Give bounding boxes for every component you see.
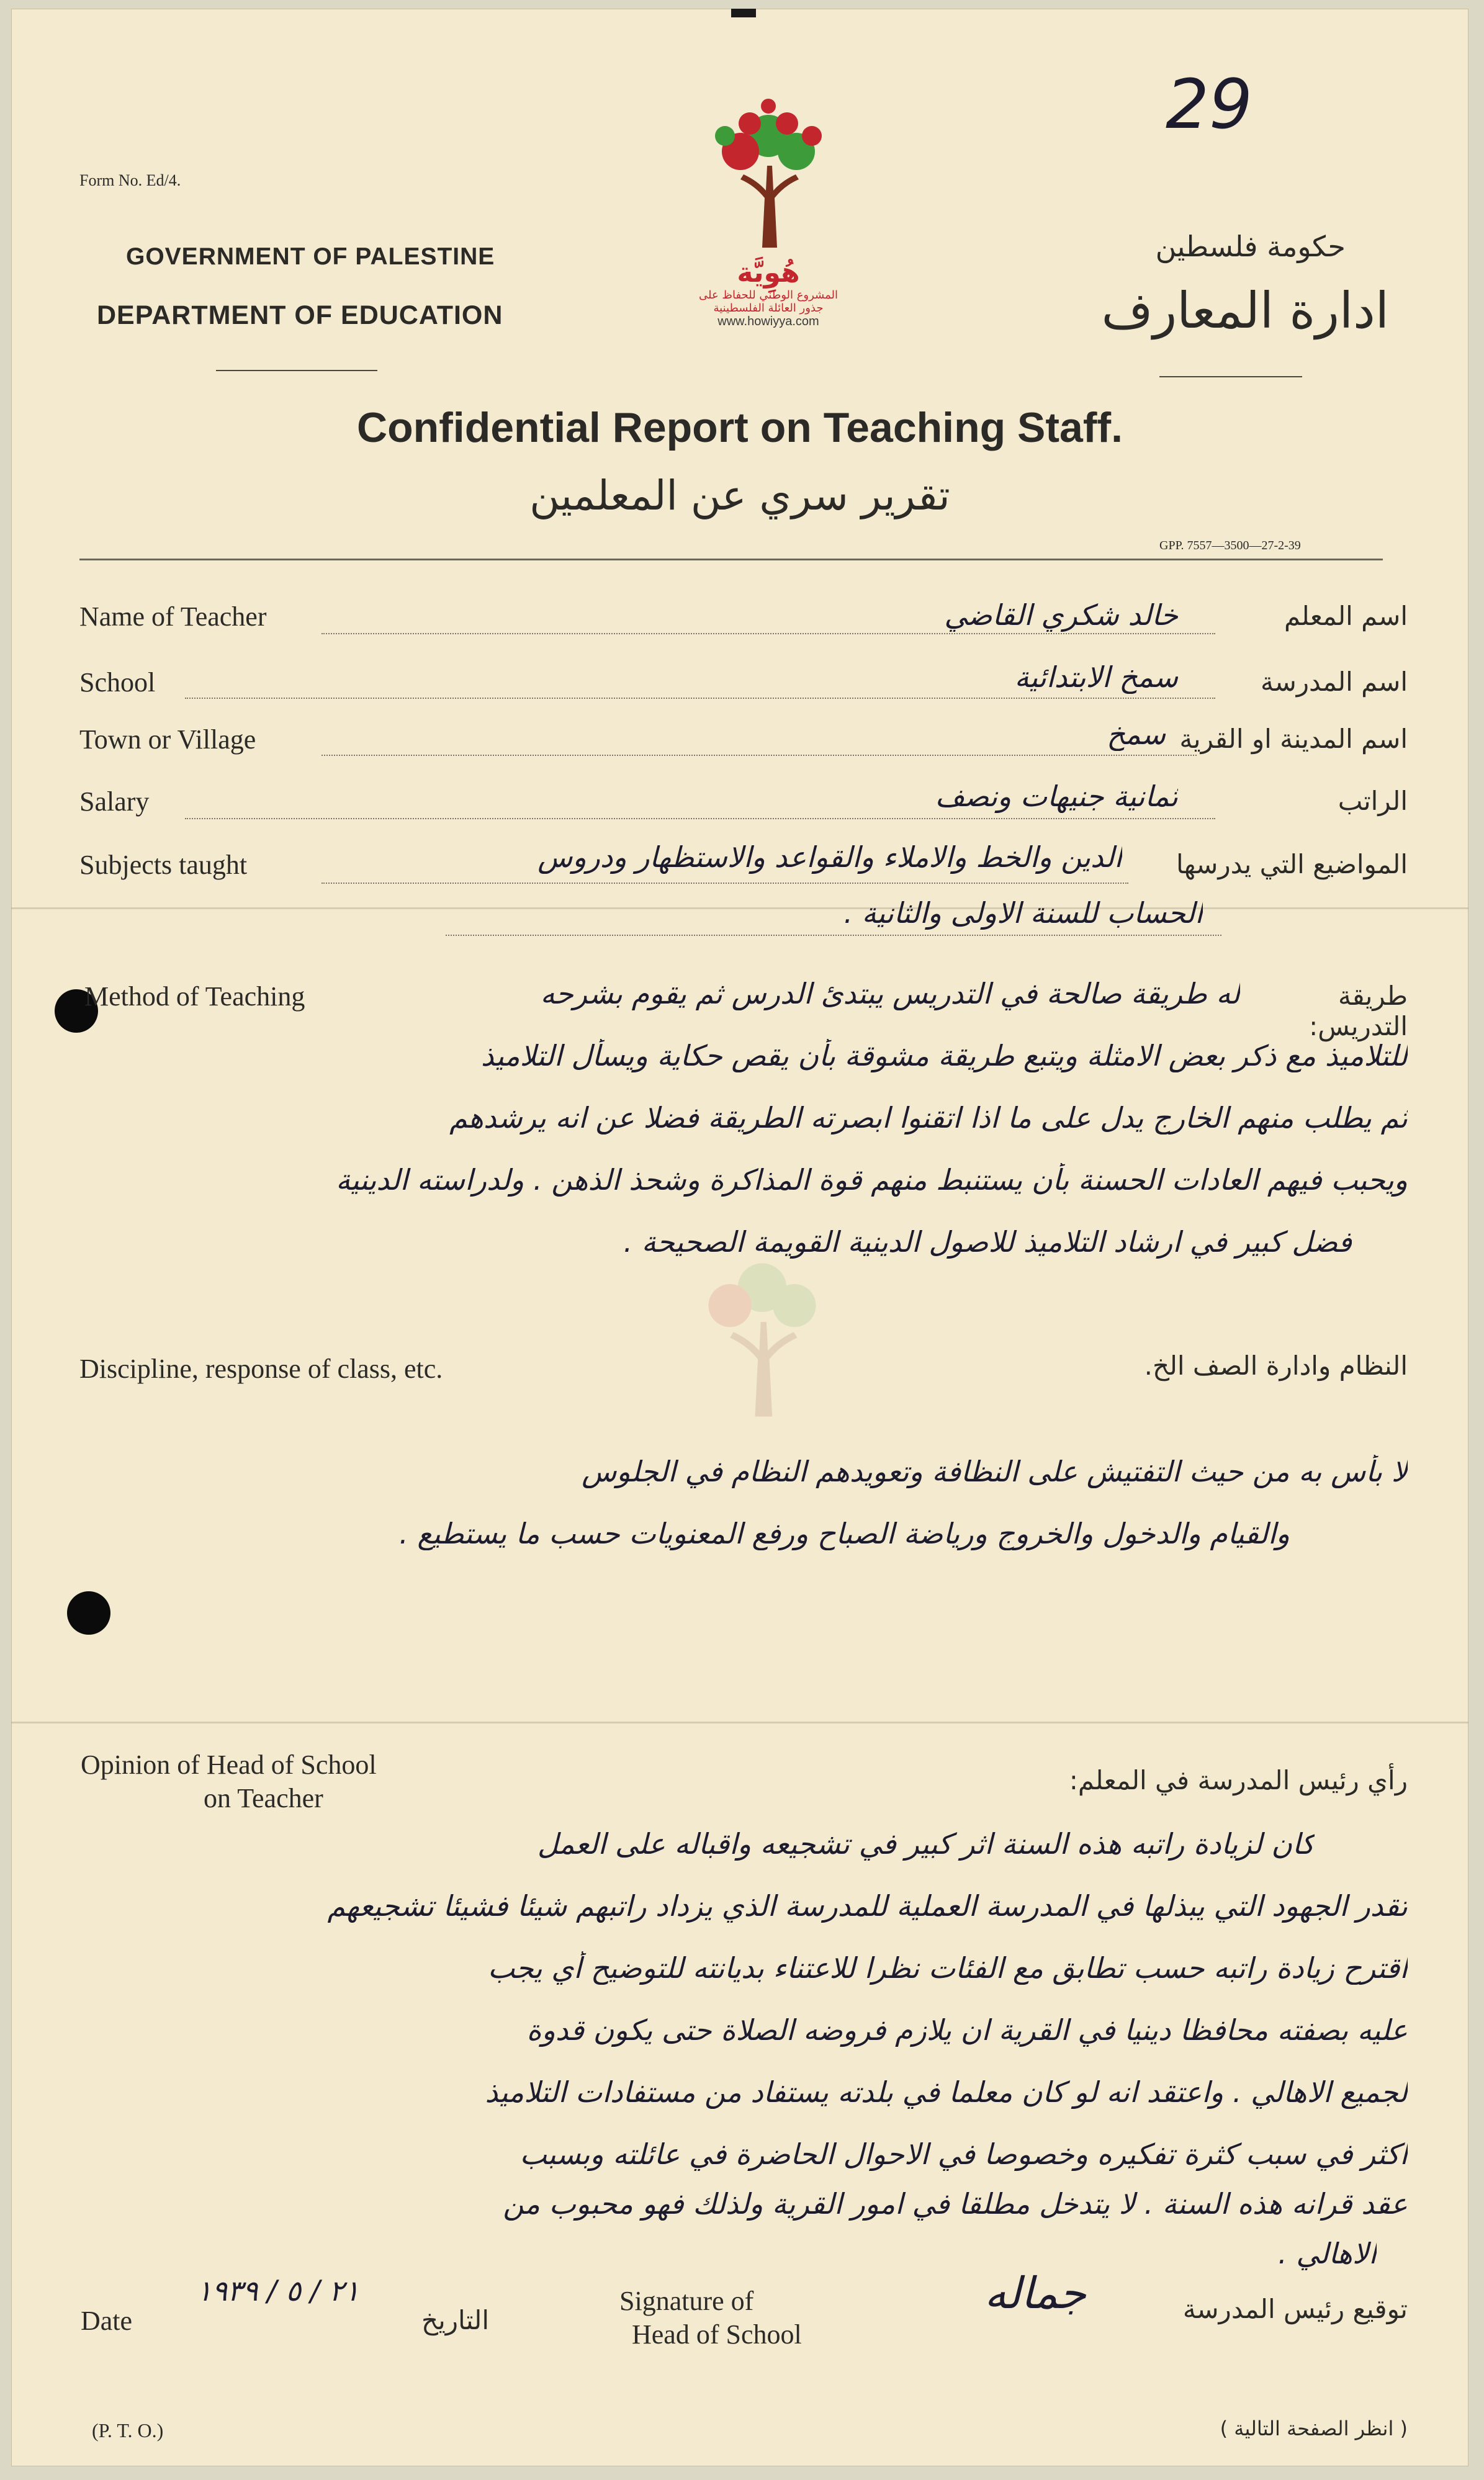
method-line-4: ويحبب فيهم العادات الحسنة بأن يستنبط منهم قوة المذاكرة وشحذ الذهن . ولدراسته الدينية [336, 1163, 1408, 1197]
opinion-line-2: تقدر الجهود التي يبذلها في المدرسة العملية للمدرسة الذي يزداد راتبهم شيئا فشيئا تشجيعهم [327, 1889, 1408, 1923]
logo-tagline-1: المشروع الوطني للحفاظ على [698, 289, 839, 302]
subjects-value-line-1: الدين والخط والاملاء والقواعد والاستظهار ودروس [537, 840, 1122, 874]
opinion-line-3: اقترح زيادة راتبه حسب تطابق مع الفئات نظرا للاعتناء بديانته للتوضيح أي يجب [488, 1951, 1408, 1985]
paper-fold [11, 1722, 1468, 1723]
school-label-ar: اسم المدرسة [1261, 667, 1408, 697]
method-label-en: Method of Teaching [84, 981, 305, 1012]
department-heading-en: DEPARTMENT OF EDUCATION [97, 300, 503, 330]
date-label-en: Date [81, 2306, 133, 2336]
salary-dotted-line [185, 818, 1215, 819]
opinion-label-en-2: on Teacher [204, 1783, 323, 1813]
opinion-line-8: الاهالي . [1278, 2237, 1377, 2270]
town-label-en: Town or Village [79, 724, 256, 755]
method-line-1: له طريقة صالحة في التدريس يبتدئ الدرس ثم يقوم بشرحه [540, 977, 1240, 1010]
subjects-label-en: Subjects taught [79, 850, 248, 880]
logo-tagline-2: جذور العائلة الفلسطينية [713, 302, 824, 315]
howiyya-watermark [669, 1238, 855, 1486]
salary-label-en: Salary [79, 786, 150, 817]
family-tree-icon [688, 92, 849, 254]
discipline-label-ar: النظام وادارة الصف الخ. [1144, 1350, 1408, 1381]
header-divider [216, 370, 377, 371]
howiyya-logo [688, 92, 849, 359]
discipline-line-2: والقيام والدخول والخروج ورياضة الصباح ورفع المعنويات حسب ما يستطيع . [399, 1517, 1290, 1550]
government-heading-en: GOVERNMENT OF PALESTINE [126, 243, 495, 270]
opinion-label-ar: رأي رئيس المدرسة في المعلم: [1069, 1765, 1408, 1795]
header-divider-ar [1159, 376, 1302, 377]
town-value: سمخ [1107, 717, 1166, 751]
method-line-3: ثم يطلب منهم الخارج يدل على ما اذا اتقنوا ابصرته الطريقة فضلا عن انه يرشدهم [449, 1101, 1408, 1134]
date-value: ٢١ / ٥ / ١٩٣٩ [196, 2274, 360, 2307]
method-line-2: للتلاميذ مع ذكر بعض الامثلة ويتبع طريقة مشوقة بأن يقص حكاية ويسأل التلاميذ [480, 1039, 1408, 1072]
opinion-line-5: لجميع الاهالي . واعتقد انه لو كان معلما في بلدته يستفاد من مستفادات التلاميذ [485, 2075, 1408, 2109]
subjects-label-ar: المواضيع التي يدرسها [1176, 849, 1408, 879]
logo-url: www.howiyya.com [717, 315, 819, 328]
logo-name: هُوِيَّة [737, 257, 800, 289]
pto-ar: ( انظر الصفحة التالية ) [1220, 2417, 1408, 2440]
opinion-line-4: عليه بصفته محافظا دينيا في القرية ان يلازم فروضه الصلاة حتى يكون قدوة [526, 2013, 1408, 2047]
report-title-en: Confidential Report on Teaching Staff. [356, 404, 1123, 451]
salary-label-ar: الراتب [1338, 786, 1408, 816]
subjects-dotted-line [322, 883, 1128, 884]
town-dotted-line [322, 755, 1197, 756]
teacher-label-en: Name of Teacher [79, 601, 267, 632]
report-form-page [11, 9, 1468, 2466]
teacher-label-ar: اسم المعلم [1284, 601, 1408, 631]
punch-hole [67, 1591, 110, 1635]
subjects-dotted-line-2 [446, 935, 1221, 936]
family-tree-watermark-icon [669, 1238, 855, 1424]
head-signature: جماله [984, 2268, 1086, 2319]
form-number: Form No. Ed/4. [79, 171, 181, 189]
teacher-dotted-line [322, 633, 1215, 634]
salary-value: ثمانية جنيهات ونصف [935, 779, 1178, 813]
department-heading-ar: ادارة المعارف [1101, 282, 1389, 339]
discipline-line-1: لا بأس به من حيث التفتيش على النظافة وتعويدهم النظام في الجلوس [582, 1455, 1408, 1488]
discipline-label-en: Discipline, response of class, etc. [79, 1354, 443, 1384]
opinion-line-6: اكثر في سبب كثرة تفكيره وخصوصا في الاحوال الحاضرة في عائلته وبسبب [519, 2137, 1408, 2171]
opinion-label-en-1: Opinion of Head of School [81, 1750, 377, 1780]
signature-label-en-1: Signature of [619, 2286, 754, 2316]
town-label-ar: اسم المدينة او القرية [1179, 724, 1408, 754]
opinion-line-1: كان لزيادة راتبه هذه السنة اثر كبير في تشجيعه واقباله على العمل [537, 1827, 1315, 1861]
pto-en: (P. T. O.) [92, 2419, 164, 2442]
signature-label-en-2: Head of School [632, 2319, 802, 2350]
signature-label-ar: توقيع رئيس المدرسة [1182, 2294, 1408, 2324]
school-dotted-line [185, 698, 1215, 699]
teacher-name-value: خالد شكري القاضي [944, 598, 1178, 632]
government-heading-ar: حكومة فلسطين [1155, 230, 1346, 263]
print-code: GPP. 7557—3500—27-2-39 [1159, 539, 1301, 552]
binding-mark [731, 9, 756, 17]
method-line-5: فضل كبير في ارشاد التلاميذ للاصول الدينية القويمة الصحيحة . [623, 1225, 1352, 1259]
school-name-value: سمخ الابتدائية [1014, 660, 1178, 694]
page-number: 29 [1166, 65, 1252, 144]
report-title-ar: تقرير سري عن المعلمين [529, 472, 950, 519]
date-label-ar: التاريخ [421, 2305, 489, 2335]
opinion-line-7: عقد قرانه هذه السنة . لا يتدخل مطلقا في امور القرية ولذلك فهو محبوب من [503, 2187, 1408, 2221]
school-label-en: School [79, 667, 156, 698]
title-rule [79, 559, 1383, 560]
subjects-value-line-2: الحساب للسنة الاولى والثانية . [843, 896, 1203, 930]
method-label-ar: طريقة التدريس: [1309, 981, 1408, 1041]
